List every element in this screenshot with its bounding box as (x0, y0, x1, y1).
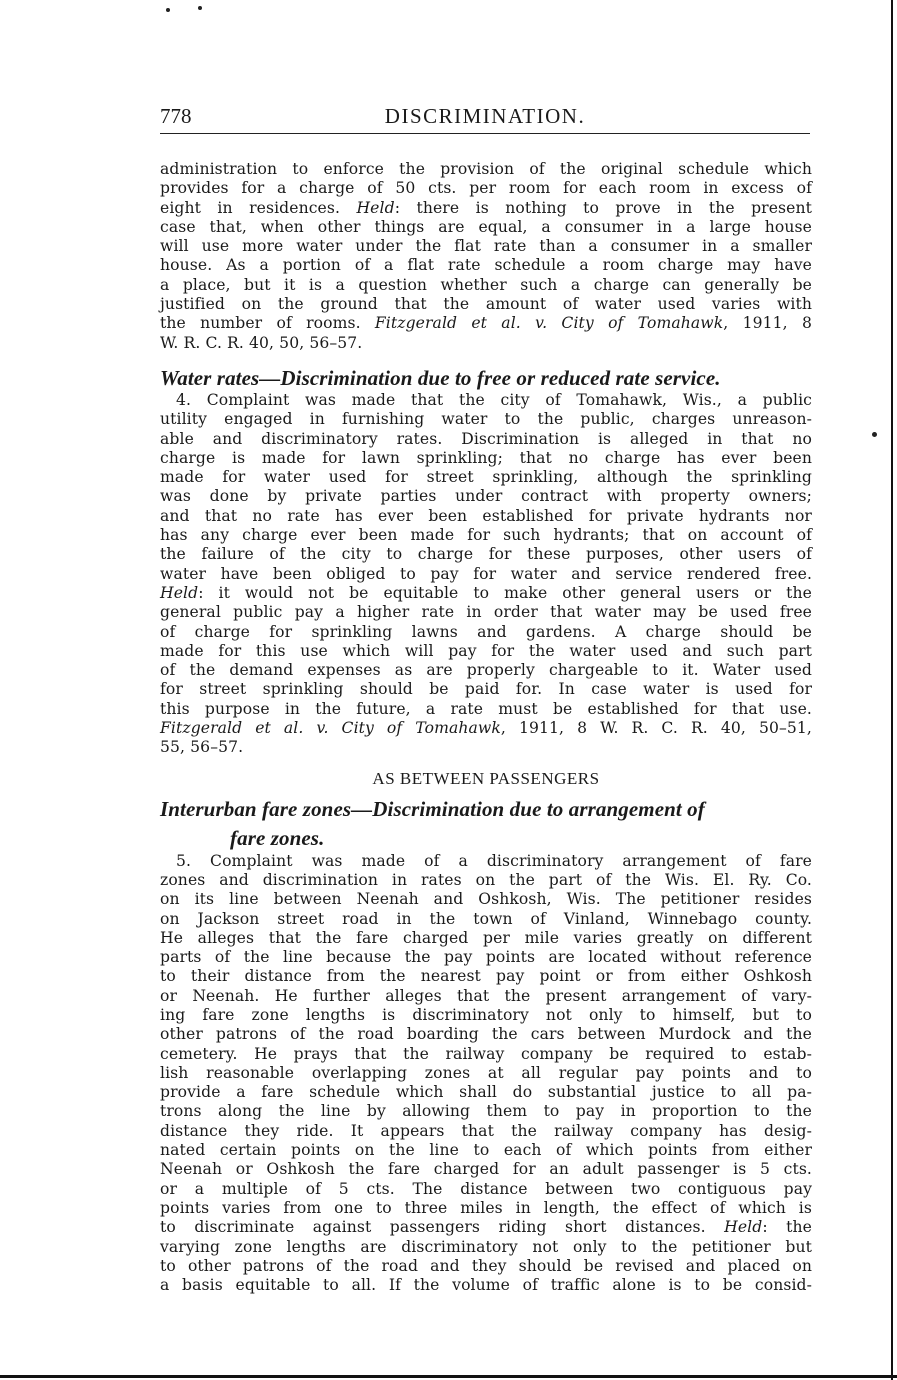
text-line: zones and discrimination in rates on the part of the Wis. El. Ry. Co. (160, 870, 812, 889)
text-line: or a multiple of 5 cts. The distance between two contiguous pay (160, 1179, 812, 1198)
header-rule (160, 133, 810, 134)
text-line: house. As a portion of a flat rate schedule a room charge may have (160, 256, 812, 275)
text-line: the number of rooms. Fitzgerald et al. v. City of Tomahawk, 1911, 8 (160, 314, 812, 333)
text-line: distance they ride. It appears that the railway company has desig- (160, 1121, 812, 1140)
page-edge-bottom (0, 1375, 897, 1378)
text-line: case that, when other things are equal, a consumer in a large house (160, 217, 812, 236)
text-line: ing fare zone lengths is discriminatory not only to himself, but to (160, 1005, 812, 1024)
text-line: has any charge ever been made for such hydrants; that on account of (160, 526, 812, 545)
text-line: of charge for sprinkling lawns and gardens. A charge should be (160, 622, 812, 641)
section-heading: Interurban fare zones—Discrimination due to arrangement of (160, 796, 705, 821)
text-line: nated certain points on the line to each of which points from either (160, 1141, 812, 1160)
text-line: general public pay a higher rate in order that water may be used free (160, 603, 812, 622)
text-line: Fitzgerald et al. v. City of Tomahawk, 1911, 8 W. R. C. R. 40, 50–51, (160, 719, 812, 738)
section-heading: Water rates—Discrimination due to free or reduced rate service. (160, 365, 721, 390)
paragraph-5 (160, 852, 812, 1296)
text-line: of the demand expenses as are properly chargeable to it. Water used (160, 661, 812, 680)
text-line: 5. Complaint was made of a discriminatory arrangement of fare (176, 851, 812, 870)
text-line: made for this use which will pay for the water used and such part (160, 641, 812, 660)
text-line: He alleges that the fare charged per mile varies greatly on different (160, 928, 812, 947)
text-line: points varies from one to three miles in length, the effect of which is (160, 1198, 812, 1217)
text-line: varying zone lengths are discriminatory not only to the petitioner but (160, 1237, 812, 1256)
text-line: charge is made for lawn sprinkling; that no charge has ever been (160, 448, 812, 467)
paragraph-4 (160, 391, 812, 758)
body-text (160, 160, 812, 1295)
text-line: to their distance from the nearest pay point or from either Oshkosh (160, 967, 812, 986)
text-line: will use more water under the flat rate than a consumer in a smaller (160, 237, 812, 256)
text-line: or Neenah. He further alleges that the present arrangement of vary- (160, 986, 812, 1005)
text-line: other patrons of the road boarding the cars between Murdock and the (160, 1025, 812, 1044)
text-line: trons along the line by allowing them to pay in proportion to the (160, 1102, 812, 1121)
text-line: a basis equitable to all. If the volume of traffic alone is to be consid- (160, 1276, 812, 1295)
text-line: Neenah or Oshkosh the fare charged for an adult passenger is 5 cts. (160, 1160, 812, 1179)
text-line: parts of the line because the pay points are located without reference (160, 948, 812, 967)
page-edge-right (891, 0, 893, 1380)
text-line: cemetery. He prays that the railway company be required to estab- (160, 1044, 812, 1063)
text-line: on Jackson street road in the town of Vinland, Winnebago county. (160, 909, 812, 928)
page-header (160, 104, 810, 132)
text-line: administration to enforce the provision of the original schedule which (160, 160, 812, 178)
held-label: Held (356, 198, 395, 217)
held-label: Held (724, 1218, 763, 1237)
text-line: made for water used for street sprinkling, although the sprinkling (160, 468, 812, 487)
text-line: provide a fare schedule which shall do substantial justice to all pa- (160, 1083, 812, 1102)
text-line: the failure of the city to charge for these purposes, other users of (160, 545, 812, 564)
scan-speck (872, 432, 877, 437)
text-line: to other patrons of the road and they should be revised and placed on (160, 1256, 812, 1275)
text-line: on its line between Neenah and Oshkosh, Wis. The petitioner resides (160, 890, 812, 909)
section-title: AS BETWEEN PASSENGERS (372, 768, 600, 788)
text-line: and that no rate has ever been established for private hydrants nor (160, 506, 812, 525)
page-number: 778 (160, 104, 192, 128)
text-line: justified on the ground that the amount of water used varies with (160, 295, 812, 314)
text-line: a place, but it is a question whether such a charge can generally be (160, 275, 812, 294)
text-line: W. R. C. R. 40, 50, 56–57. (160, 333, 363, 352)
text-line: water have been obliged to pay for water and service rendered free. (160, 564, 812, 583)
held-label: Held (160, 583, 199, 602)
paragraph-3-continued (160, 160, 812, 353)
text-line: eight in residences. Held: there is nothing to prove in the present (160, 198, 812, 217)
text-line: Held: it would not be equitable to make other general users or the (160, 583, 812, 602)
section-heading-continued: fare zones. (230, 825, 325, 850)
running-head: DISCRIMINATION. (384, 104, 586, 128)
text-line: able and discriminatory rates. Discrimination is alleged in that no (160, 429, 812, 448)
scan-speck (198, 6, 202, 10)
text-line: 55, 56–57. (160, 738, 244, 757)
text-line: for street sprinkling should be paid for. In case water is used for (160, 680, 812, 699)
text-line: was done by private parties under contract with property owners; (160, 487, 812, 506)
text-line: lish reasonable overlapping zones at all regular pay points and to (160, 1063, 812, 1082)
text-line: this purpose in the future, a rate must be established for that use. (160, 699, 812, 718)
case-citation: Fitzgerald et al. v. City of Tomahawk (160, 719, 501, 738)
scan-speck (166, 8, 170, 12)
text-line: provides for a charge of 50 cts. per room for each room in excess of (160, 179, 812, 198)
text-line: utility engaged in furnishing water to the public, charges unreason- (160, 410, 812, 429)
case-citation: Fitzgerald et al. v. City of Tomahawk (374, 314, 724, 333)
text-line: 4. Complaint was made that the city of Tomahawk, Wis., a public (176, 390, 812, 409)
text-line: to discriminate against passengers riding short distances. Held: the (160, 1218, 813, 1237)
